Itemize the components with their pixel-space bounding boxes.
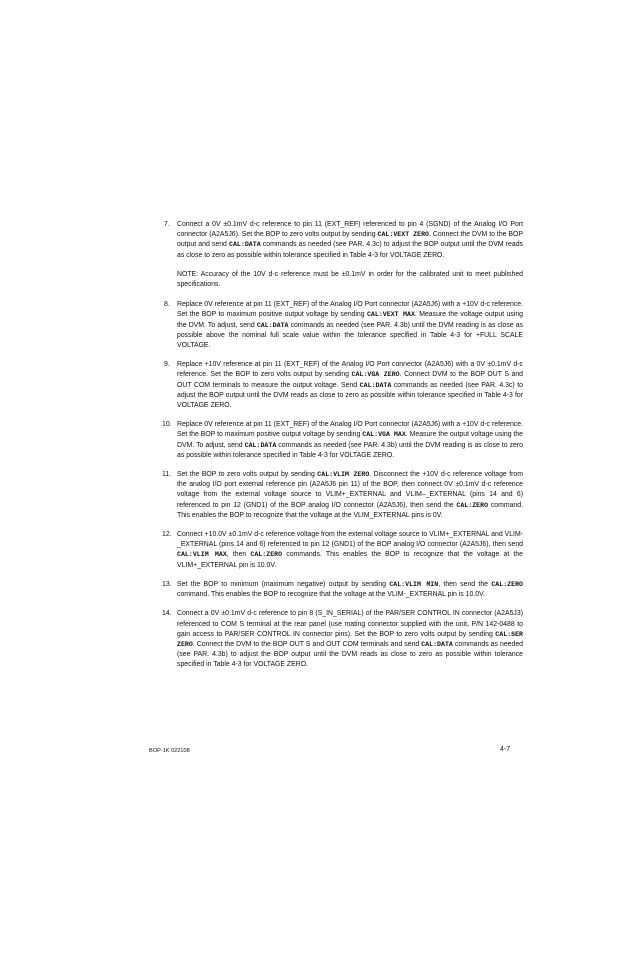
step-number: 12. <box>162 531 172 539</box>
step-text: commands as needed (see PAR. 4.3c) to adjust the BOP output until the DVM reads as close to zero as possible within tolerance specified in Table 4-3 for VOLTAGE ZERO. <box>177 241 523 259</box>
command-text: CAL:DATA <box>359 381 392 389</box>
step-text: . Measure the voltage output using the DVM. To adjust, send <box>177 311 523 329</box>
step-text: commands as needed (see PAR. 4.3b) until the DVM reading is as close to zero as possible within tolerance specified in Table 4-3 for VOLTAGE ZERO. <box>177 441 523 459</box>
step-text: commands as needed (see PAR. 4.3b) to adjust the BOP output until the DVM reads as close to zero as possible within tolerance specified in Table 4-3 for VOLTAGE ZERO. <box>177 640 523 669</box>
step-text: Set the BOP to minimum (maximum negative) output by sending <box>177 580 390 588</box>
command-text: CAL:VLIM MIN <box>389 580 439 588</box>
footer-doc-id: BOP-1K 022108 <box>149 748 190 754</box>
step-list-part2 <box>149 300 523 670</box>
command-text: CAL:VGA ZERO <box>351 371 400 379</box>
accuracy-note: NOTE: Accuracy of the 10V d-c reference must be ±0.1mV in order for the calibrated unit to meet published specifications. <box>177 270 523 289</box>
command-text: CAL:VEXT ZERO <box>377 231 429 239</box>
step-text: . Connect the DVM to the BOP OUT S and OUT COM terminals and send <box>192 640 422 648</box>
step-item <box>149 300 523 351</box>
step-list-part1 <box>149 220 523 261</box>
step-text: . Disconnect the +10V d-c reference voltage from the analog I/O port external reference pin (A2A5J6 pin 11) of the BOP, then connect 0V ±0.1mV d-c reference voltage from the external voltage source to VLIM+_EXTERNAL and VLIM–_EXTERNAL (pins 14 and 6) referenced to pin 12 (GND1) of the BOP analog I/O connector (A2A5J6), then send the <box>177 471 523 509</box>
command-text: CAL:DATA <box>421 640 453 648</box>
step-number: 14. <box>162 610 172 618</box>
step-text: commands as needed (see PAR. 4.3b) until the DVM reading is as close as possible above the nominal full scale value within the tolerance specified in Table 4-3 for +FULL SCALE VOLTAGE. <box>177 321 523 350</box>
step-text: , then <box>226 551 251 559</box>
step-text: Replace +10V reference at pin 11 (EXT_REF) of the Analog I/O Port connector (A2A5J6) with a 0V ±0.1mV d-c reference. Set the BOP to zero volts output by sending <box>177 361 523 379</box>
step-number: 13. <box>162 580 172 588</box>
step-text: Set the BOP to zero volts output by sending <box>177 471 318 479</box>
step-item <box>149 530 523 571</box>
step-item <box>149 580 523 600</box>
step-number: 7. <box>164 221 170 228</box>
step-text: Replace 0V reference at pin 11 (EXT_REF) of the Analog I/O Port connector (A2A5J6) with a +10V d-c reference. Set the BOP to maximum positive output voltage by sending <box>177 301 523 319</box>
command-text: CAL:VEXT MAX <box>366 311 415 319</box>
command-text: CAL:SER ZERO <box>177 630 523 648</box>
step-text: Replace 0V reference at pin 11 (EXT_REF) of the Analog I/O Port connector (A2A5J6) with a +10V d-c reference. Set the BOP to maximum positive output voltage by sending <box>177 421 523 439</box>
step-item <box>149 220 523 261</box>
command-text: CAL:DATA <box>229 241 261 249</box>
step-number: 8. <box>164 301 170 309</box>
command-text: CAL:ZERO <box>491 580 523 588</box>
step-item <box>149 470 523 521</box>
step-text: commands as needed (see PAR. 4.3c) to adjust the BOP output until the DVM reads as close to zero as possible within tolerance specified in Table 4-3 for VOLTAGE ZERO. <box>177 381 523 410</box>
step-text: Connect a 0V ±0.1mV d-c reference to pin 11 (EXT_REF) referenced to pin 4 (SGND) of the Analog I/O Port connector (A2A5J6). Set the BOP to zero volts output by sending <box>177 221 523 239</box>
step-number: 9. <box>164 361 170 369</box>
command-text: CAL:DATA <box>244 441 277 449</box>
step-item <box>149 360 523 411</box>
step-text: command. This enables the BOP to recognize that the voltage at the VLIM_EXTERNAL pins is 0V. <box>177 501 523 519</box>
command-text: CAL:VGA MAX <box>362 431 406 439</box>
step-text: . Measure the output voltage using the DVM. To adjust, send <box>177 431 524 449</box>
footer-page-number: 4-7 <box>500 746 511 753</box>
step-text: Connect +10.0V ±0.1mV d-c reference voltage from the external voltage source to VLIM+_EXTERNAL and VLIM-_EXTERNAL (pins 14 and 6) referenced to pin 12 (GND1) of the BOP analog I/O connector (A2A5J6), then send <box>177 531 523 549</box>
step-number: 11. <box>162 471 172 479</box>
step-text: , then send the <box>438 580 492 588</box>
step-text: . Connect DVM to the BOP OUT S and OUT COM terminals to measure the output voltage. Send <box>177 371 523 389</box>
step-text: command. This enables the BOP to recognize that the voltage at the VLIM-_EXTERNAL pin is 10.0V. <box>177 591 485 599</box>
command-text: CAL:ZERO <box>456 501 489 509</box>
step-text: Connect a 0V ±0.1mV d-c reference to pin 8 (S_IN_SERIAL) of the PAR/SER CONTROL IN connector (A2A5J3) referenced to COM S terminal at the rear panel (use mating connector supplied with the unit, P/N 142-0488 to gain access to PAR/SER CONTROL IN connector pins). Set the BOP to zero volts output by sending <box>177 610 523 638</box>
command-text: CAL:ZERO <box>250 551 283 559</box>
command-text: CAL:VLIM MAX <box>177 551 227 559</box>
step-text: commands. This enables the BOP to recognize that the voltage at the VLIM+_EXTERNAL pin is 10.0V. <box>177 551 524 569</box>
step-text: . Connect the DVM to the BOP output and send <box>177 231 523 249</box>
calibration-steps <box>149 220 523 680</box>
step-number: 10. <box>162 421 172 429</box>
step-item <box>149 609 523 670</box>
step-item <box>149 420 523 461</box>
command-text: CAL:VLIM ZERO <box>317 471 370 479</box>
command-text: CAL:DATA <box>256 321 289 329</box>
